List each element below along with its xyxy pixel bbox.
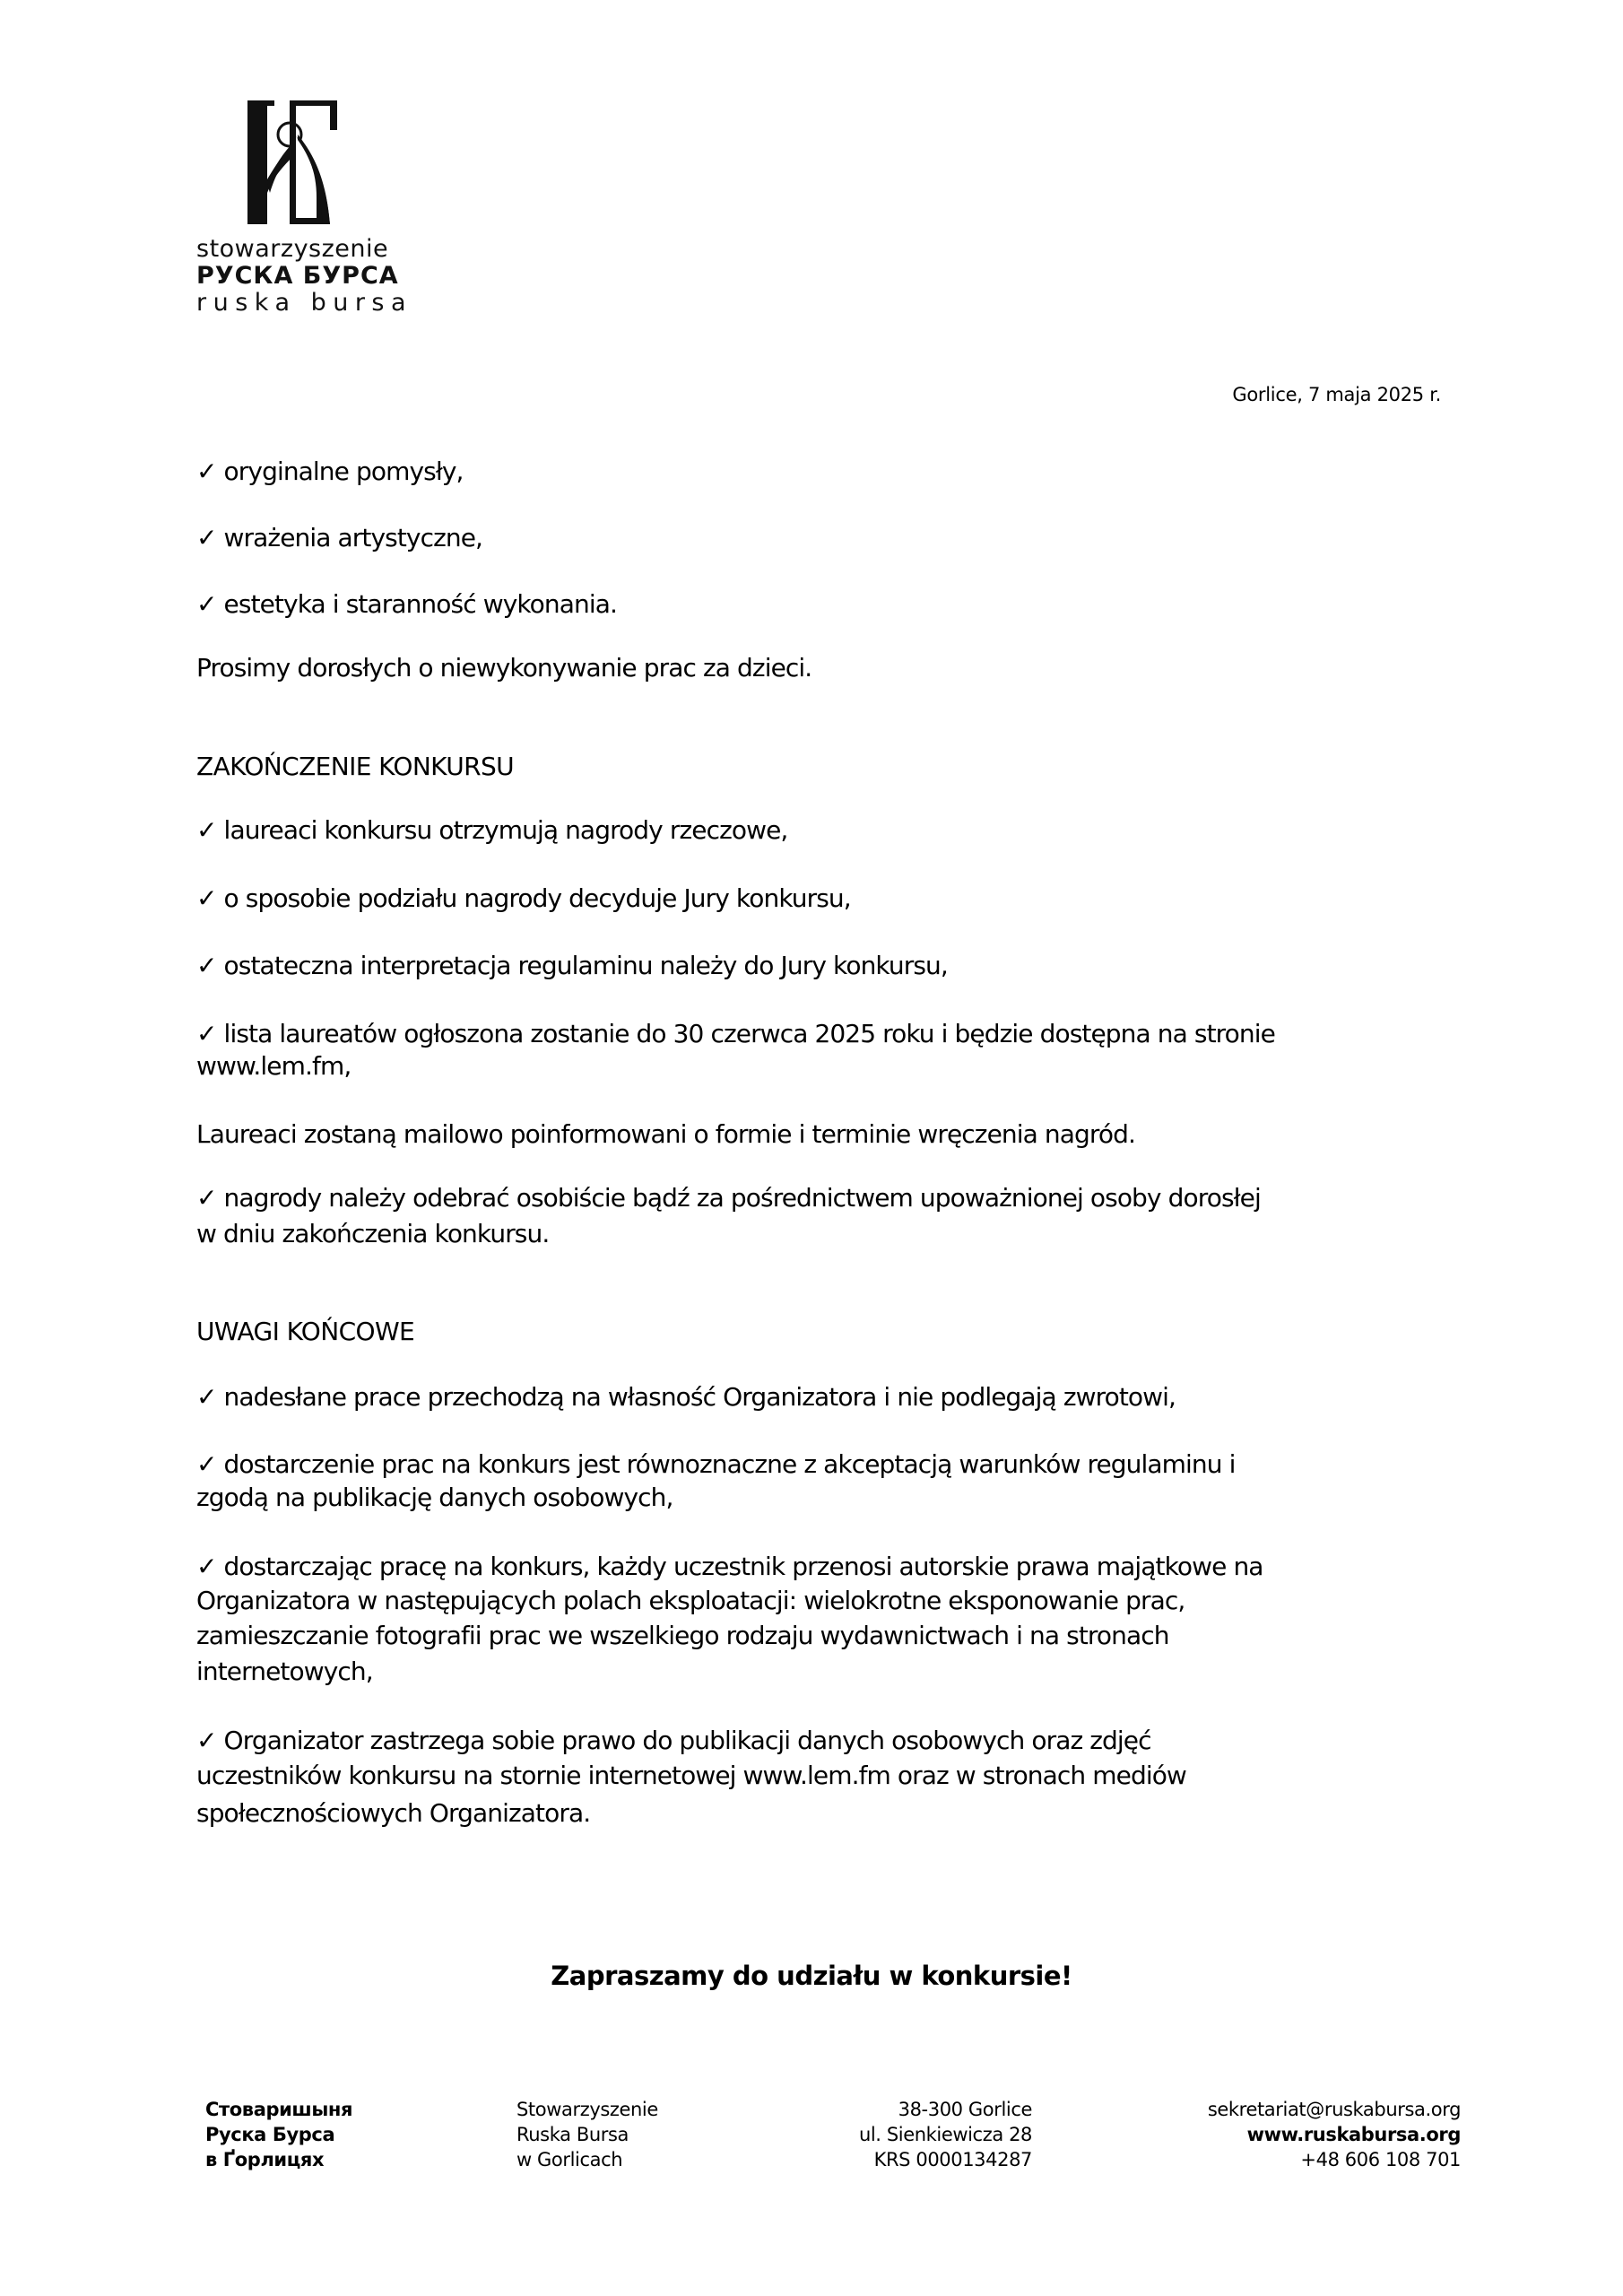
footer-address [859,2097,1032,2172]
footer-cyrillic-name [205,2097,352,2172]
end-item-pickup-line1: ✓ nagrody należy odebrać osobiście bądź za pośrednictwem upoważnionej osoby dorosłej [196,1183,1261,1213]
footer-latin-name [516,2097,658,2172]
footer-phone: +48 606 108 701 [1300,2149,1461,2170]
footer-website-link[interactable]: www.ruskabursa.org [1246,2124,1461,2145]
notes-item-3-line1: ✓ dostarczając pracę na konkurs, każdy uczestnik przenosi autorskie prawa majątkowe na [196,1552,1263,1581]
section-heading-end: ZAKOŃCZENIE KONKURSU [196,752,515,781]
footer-line: Руска Бурса [205,2124,335,2145]
letterhead-line-latin-name: ruska bursa [196,289,413,317]
footer-line: 38-300 Gorlice [898,2099,1032,2120]
footer-line: w Gorlicach [516,2149,623,2170]
criteria-item: ✓ wrażenia artystyczne, [196,523,483,552]
notes-item-4-line1: ✓ Organizator zastrzega sobie prawo do publikacji danych osobowych oraz zdjęć [196,1726,1151,1755]
footer-line: ul. Sienkiewicza 28 [858,2124,1032,2145]
notes-item-3-line3: zamieszczanie fotografii prac we wszelkiego rodzaju wydawnictwach i na stronach [196,1621,1169,1650]
notes-item-3-line4: internetowych, [196,1657,373,1686]
notes-item-4-line2: uczestników konkursu na stornie internetowej www.lem.fm oraz w stronach mediów [196,1761,1186,1790]
criteria-item: ✓ oryginalne pomysły, [196,457,464,486]
notes-item-3-line2: Organizatora w następujących polach eksploatacji: wielokrotne eksponowanie prac, [196,1586,1185,1615]
letterhead-line-cyrillic-name: РУСКА БУРСА [196,262,399,290]
footer-email-link[interactable]: sekretariat@ruskabursa.org [1207,2099,1461,2120]
end-item-laureates-line1: ✓ lista laureatów ogłoszona zostanie do 30 czerwca 2025 roku i będzie dostępna na stronie [196,1019,1275,1048]
footer-line: KRS 0000134287 [873,2149,1032,2170]
footer-line: в Ґорлицях [205,2149,325,2170]
footer-line: Stowarzyszenie [516,2099,658,2120]
end-item: ✓ o sposobie podziału nagrody decyduje Jury konkursu, [196,883,851,913]
end-item: ✓ laureaci konkursu otrzymują nagrody rzeczowe, [196,815,788,845]
end-item: ✓ ostateczna interpretacja regulaminu należy do Jury konkursu, [196,951,948,980]
notes-item-1: ✓ nadesłane prace przechodzą na własność Organizatora i nie podlegają zwrotowi, [196,1382,1176,1412]
closing-invitation: Zapraszamy do udziału w konkursie! [551,1961,1072,1991]
section-heading-notes: UWAGI KOŃCOWE [196,1317,415,1346]
notes-item-2-line2: zgodą na publikację danych osobowych, [196,1483,673,1512]
notes-item-4-line3: społecznościowych Organizatora. [196,1798,591,1828]
criteria-item: ✓ estetyka i staranność wykonania. [196,589,617,619]
end-item-laureates-line2: www.lem.fm, [196,1051,352,1081]
notes-item-2-line1: ✓ dostarczenie prac na konkurs jest równoznaczne z akceptacją warunków regulaminu i [196,1449,1236,1479]
footer-line: Ruska Bursa [516,2124,629,2145]
letterhead-line-stowarzyszenie: stowarzyszenie [196,235,389,263]
footer-line: Стоваришыня [205,2099,353,2120]
document-date: Gorlice, 7 maja 2025 r. [1232,384,1441,405]
footer-contact [1208,2097,1461,2172]
rb-monogram-logo-icon [240,99,341,224]
end-item-pickup-line2: w dniu zakończenia konkursu. [196,1219,550,1248]
end-notice: Laureaci zostaną mailowo poinformowani o formie i terminie wręczenia nagród. [196,1119,1135,1149]
note-paragraph: Prosimy dorosłych o niewykonywanie prac za dzieci. [196,653,812,683]
